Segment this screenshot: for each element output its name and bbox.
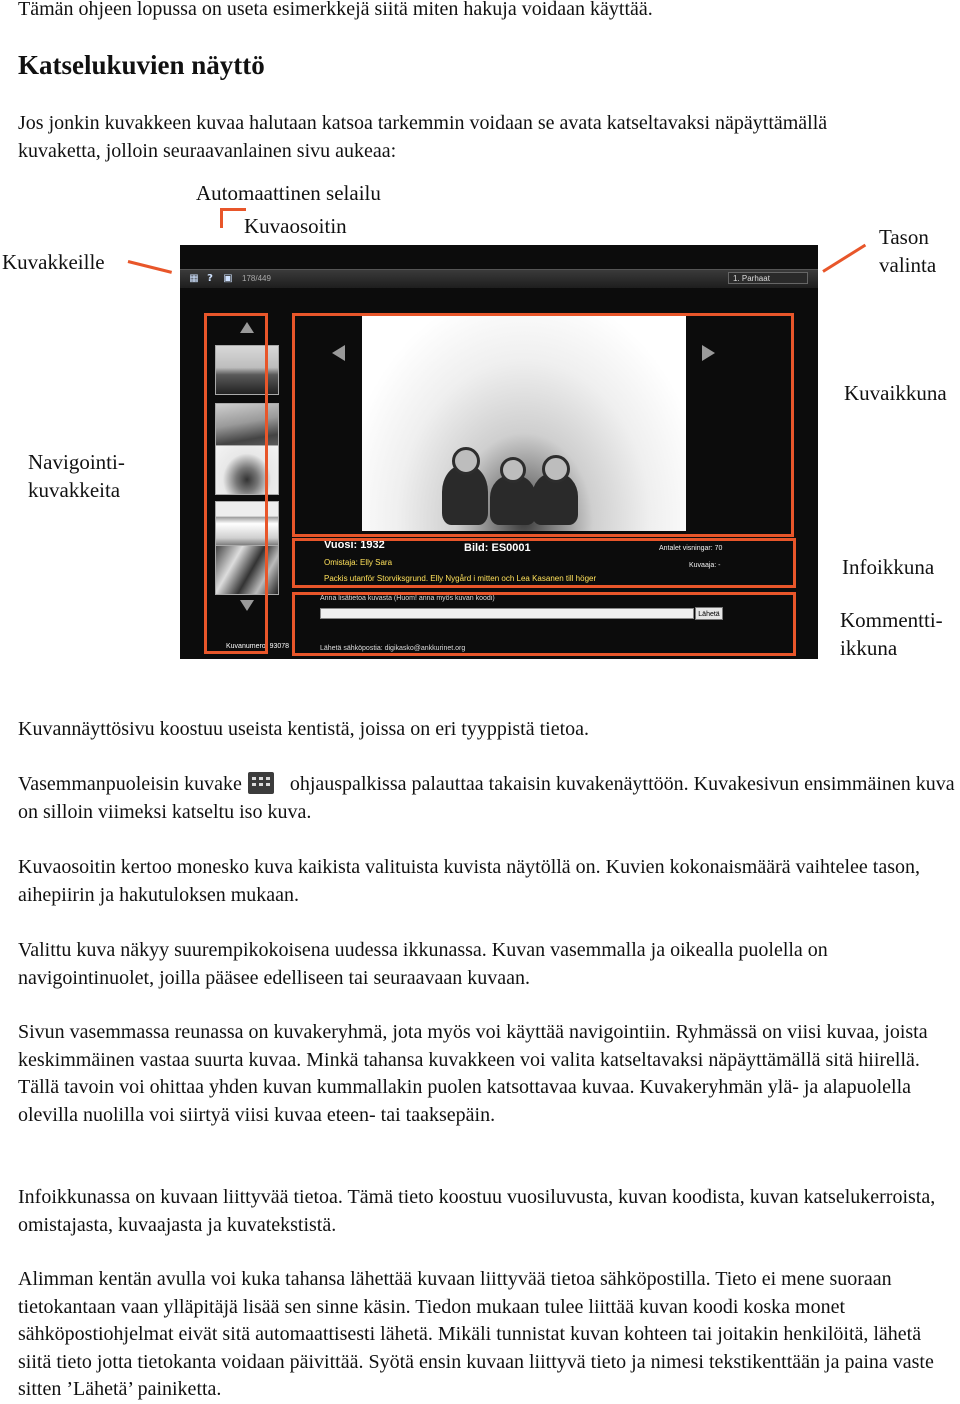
callout-line-level <box>822 244 866 273</box>
grid-icon-inline <box>248 772 274 794</box>
callout-comment-window-line2: ikkuna <box>840 636 898 660</box>
info-photographer: Kuvaaja: - <box>689 562 721 569</box>
info-owner: Omistaja: Elly Sara <box>324 558 393 567</box>
callout-level-select-line1: Tason <box>879 225 929 249</box>
callout-box-image-window <box>292 313 794 537</box>
section-heading: Katselukuvien näyttö <box>18 50 265 80</box>
callout-line-auto-browse <box>220 208 223 228</box>
callout-comment-window-line1: Kommentti- <box>840 608 943 632</box>
email-line: Lähetä sähköpostia: digikasko@ankkurinet.org <box>320 645 466 652</box>
comment-hint: Anna lisätietoa kuvasta (Huom! anna myös kuvan koodi) <box>320 595 495 602</box>
image-counter: 178/449 <box>242 274 271 283</box>
grid-icon[interactable]: ▦ <box>189 273 199 284</box>
callout-info-window: Infoikkuna <box>842 555 935 579</box>
callout-to-thumbnails: Kuvakkeille <box>2 250 105 274</box>
callout-box-comment-window <box>292 592 796 656</box>
info-views: Antalet visningar: 70 <box>659 545 723 552</box>
callout-image-pointer: Kuvaosoitin <box>244 214 347 238</box>
callout-box-info-window <box>292 538 796 588</box>
body-p3: Kuvaosoitin kertoo monesko kuva kaikista valituista kuvista näytöllä on. Kuvien kokonaismäärä vaihtelee tason, aihepiirin ja hakutuloksen mukaan. <box>18 856 921 906</box>
callout-line-thumbnails <box>128 260 172 274</box>
callout-comment-window <box>840 606 943 662</box>
body-p5: Sivun vasemmassa reunassa on kuvakeryhmä, jota myös voi käyttää navigointiin. Ryhmässä on viisi kuvaa, joista keskimmäinen vastaa suurta kuvaa. Minkä tahansa kuvakkeen voi valita katseltavaksi näpäyttämällä sitä hiirellä. Tällä tavoin voi ohittaa yhden kuvan kummallakin puolen katsottavaa kuvaa. Kuvakeryhmän ylä- ja alapuolella olevilla nuolilla voi siirtyä viisi kuvaa eteen- tai taaksepäin. <box>18 1021 928 1126</box>
callout-nav-thumbs-line2: kuvakkeita <box>28 478 121 502</box>
callout-box-nav-thumbs <box>204 313 268 654</box>
callout-nav-thumbs-line1: Navigointi- <box>28 450 125 474</box>
paragraph-open: Jos jonkin kuvakkeen kuvaa halutaan katsoa tarkemmin voidaan se avata katseltavaksi näpäyttämällä kuvaketta, jolloin seuraavanlainen sivu aukeaa: <box>18 112 828 162</box>
callout-level-select <box>879 223 936 279</box>
callout-level-select-line2: valinta <box>879 253 937 277</box>
body-p6: Infoikkunassa on kuvaan liittyvää tietoa. Tämä tieto koostuu vuosiluvusta, kuvan koodista, kuvan katselukerroista, omistajasta, kuvaajasta ja kuvatekstistä. <box>18 1186 936 1236</box>
body-p7: Alimman kentän avulla voi kuka tahansa lähettää kuvaan liittyvää tietoa sähköpostilla. Tieto ei mene suoraan tietokantaan vaan ylläpitäjä lisää sen sinne käsin. Tiedon mukaan tulee liittää kuvan koodi koska monet sähköpostiohjelmat eivät sitä automaattisesti lähetä. Mikäli tunnistat kuvan kohteen tai joitakin henkilöitä, lähetä siitä tieto jotta tietokanta voidaan päivittää. Syötä ensin kuvaan liittyvä tieto ja nimesi tekstikenttään ja paina vaste sitten ’Lähetä’ painiketta. <box>18 1268 934 1400</box>
body-p2-before: Vasemmanpuoleisin kuvake <box>18 773 242 795</box>
callout-image-window: Kuvaikkuna <box>844 381 947 405</box>
body-p2 <box>18 771 958 826</box>
level-select[interactable]: 1. Parhaat <box>728 272 808 284</box>
intro-line: Tämän ohjeen lopussa on useta esimerkkejä siitä miten hakuja voidaan käyttää. <box>18 0 653 20</box>
body-p2-after: ohjauspalkissa palauttaa takaisin kuvakenäyttöön. Kuvakesivun ensimmäinen kuva on silloin viimeksi katseltu iso kuva. <box>18 773 955 823</box>
body-p1: Kuvannäyttösivu koostuu useista kentistä, joissa on eri tyyppistä tietoa. <box>18 718 590 740</box>
slideshow-icon[interactable]: ▣ <box>223 273 233 284</box>
body-p4: Valittu kuva näkyy suurempikokoisena uudessa ikkunassa. Kuvan vasemmalla ja oikealla puolella on navigointinuolet, joilla pääsee edelliseen tai seuraavaan kuvaan. <box>18 939 828 989</box>
image-number: Kuvanumero: 93078 <box>226 643 290 650</box>
info-year: Vuosi: 1932 <box>324 539 385 551</box>
info-image-code: Bild: ES0001 <box>464 542 531 554</box>
help-icon[interactable]: ? <box>207 273 213 284</box>
callout-nav-thumbs <box>28 448 125 504</box>
info-caption: Packis utanför Storviksgrund. Elly Nygård i mitten och Lea Kasanen till höger <box>324 574 597 583</box>
callout-line-auto-browse-h <box>220 208 246 211</box>
control-bar <box>180 269 818 288</box>
callout-auto-browse: Automaattinen selailu <box>196 181 381 205</box>
send-button[interactable]: Lähetä <box>695 607 723 620</box>
